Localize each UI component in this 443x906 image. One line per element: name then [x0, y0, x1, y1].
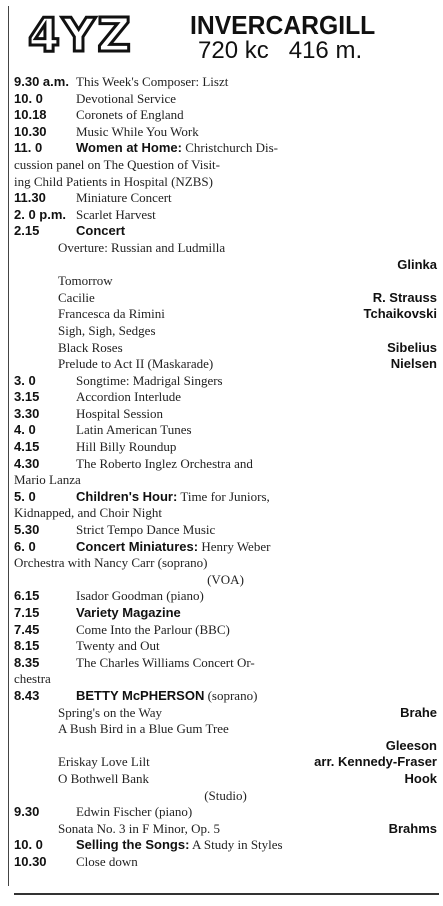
programme-line [14, 522, 437, 539]
programme-time: 3.30 [14, 405, 40, 421]
programme-description: Devotional Service [76, 90, 176, 106]
programme-description: Coronets of England [76, 107, 184, 123]
programme-description: A Bush Bird in a Blue Gum Tree [58, 721, 229, 737]
programme-time: 10.30 [14, 123, 47, 139]
continuation-text: Orchestra with Nancy Carr (soprano) [14, 555, 208, 571]
programme-description: Isador Goodman (piano) [76, 588, 204, 604]
credit-note: (Studio) [204, 787, 247, 803]
programme-line [14, 671, 437, 688]
programme-line [14, 273, 437, 290]
programme-description: Close down [76, 853, 138, 869]
programme-description: Music While You Work [76, 123, 199, 139]
programme-time: 10. 0 [14, 90, 43, 106]
programme-title [76, 655, 437, 671]
programme-line [14, 489, 437, 506]
programme-line [14, 157, 437, 174]
composer-name: Sibelius [387, 339, 437, 355]
programme-title [58, 240, 437, 256]
programme-time: 4. 0 [14, 422, 36, 438]
programme-line [14, 456, 437, 473]
composer-name: Tchaikovski [363, 306, 437, 322]
programme-title [58, 323, 437, 339]
continuation-text: chestra [14, 671, 51, 687]
programme-description: Hospital Session [76, 405, 164, 421]
station-city: INVERCARGILL [190, 10, 376, 40]
composer-name: Glinka [397, 256, 437, 272]
programme-time: 2.15 [14, 223, 40, 239]
programme-line [14, 655, 437, 672]
programme-title [76, 854, 437, 870]
programme-line [14, 821, 437, 838]
programme-description: A Study in Styles [189, 837, 283, 853]
programme-line [14, 107, 437, 124]
programme-line [14, 605, 437, 622]
programme-title [76, 74, 437, 90]
programme-title [76, 422, 437, 438]
programme-line [14, 422, 437, 439]
programme-description: Christchurch Dis- [181, 140, 278, 156]
programme-description: O Bothwell Bank [58, 770, 149, 786]
programme-time: 3.15 [14, 389, 40, 405]
programme-title [76, 522, 437, 538]
programme-title [58, 771, 437, 787]
programme-time: 7.45 [14, 621, 40, 637]
programme-line [14, 721, 437, 738]
programme-line [14, 389, 437, 406]
continuation-text: Kidnapped, and Choir Night [14, 505, 163, 521]
programme-title [58, 721, 437, 737]
programme-description: The Roberto Inglez Orchestra and [76, 455, 253, 471]
programme-description: Tomorrow [58, 273, 113, 289]
programme-line [14, 174, 437, 191]
programme-description: Latin American Tunes [76, 422, 192, 438]
programme-description: Time for Juniors, [177, 488, 270, 504]
composer-name: Brahms [388, 820, 437, 836]
programme-heading: Women at Home: [76, 140, 182, 156]
programme-line [14, 323, 437, 340]
programme-line [14, 854, 437, 871]
programme-line [14, 788, 437, 805]
programme-time: 8.15 [14, 638, 40, 654]
programme-description: Prelude to Act II (Maskarade) [58, 356, 214, 372]
programme-title [76, 190, 437, 206]
programme-time: 6. 0 [14, 538, 36, 554]
programme-title [76, 207, 437, 223]
programme-time: 9.30 a.m. [14, 74, 69, 89]
programme-line [14, 738, 437, 755]
programme-line [14, 223, 437, 240]
station-frequency [198, 38, 362, 64]
programme-line [14, 124, 437, 141]
programme-line [14, 257, 437, 274]
programme-time: 10.30 [14, 853, 47, 869]
programme-line [14, 771, 437, 788]
programme-time: 7.15 [14, 605, 40, 620]
programme-heading: Concert Miniatures: [76, 538, 199, 554]
programme-description: Eriskay Love Lilt [58, 754, 150, 770]
programme-line [14, 754, 437, 771]
composer-name: Gleeson [385, 737, 437, 753]
programme-line [14, 555, 437, 572]
programme-line [14, 688, 437, 705]
programme-description: Twenty and Out [76, 638, 160, 654]
programme-time: 11.30 [14, 190, 46, 206]
programme-time: 3. 0 [14, 372, 36, 388]
programme-title [58, 821, 437, 837]
programme-title [76, 588, 437, 604]
programme-description: Miniature Concert [76, 190, 172, 206]
programme-title [58, 705, 437, 721]
programme-line [14, 306, 437, 323]
programme-line [14, 705, 437, 722]
programme-title [76, 489, 437, 505]
programme-title [76, 140, 437, 156]
continuation-text: Mario Lanza [14, 472, 81, 488]
programme-line [14, 539, 437, 556]
programme-description: Henry Weber [198, 538, 271, 554]
programme-title [58, 340, 437, 356]
programme-description: Accordion Interlude [76, 389, 182, 405]
programme-title [76, 107, 437, 123]
programme-time: 4.15 [14, 439, 40, 455]
programme-title [76, 605, 437, 621]
programme-description: Spring's on the Way [58, 704, 162, 720]
programme-title [76, 373, 437, 389]
programme-description: This Week's Composer: Liszt [76, 74, 229, 89]
programme-title [76, 389, 437, 405]
composer-name: R. Strauss [372, 289, 437, 305]
programme-description: Sonata No. 3 in F Minor, Op. 5 [58, 820, 220, 836]
programme-description: Strict Tempo Dance Music [76, 522, 216, 538]
programme-title [76, 804, 437, 820]
programme-title [76, 837, 437, 853]
programme-title [76, 638, 437, 654]
programme-description: Cacilie [58, 289, 95, 305]
programme-description: Songtime: Madrigal Singers [76, 372, 223, 388]
programme-line [14, 91, 437, 108]
programme-line [14, 240, 437, 257]
programme-description: Sigh, Sigh, Sedges [58, 322, 156, 338]
programme-line [14, 638, 437, 655]
continuation-text: ing Child Patients in Hospital (NZBS) [14, 173, 213, 189]
programme-description: The Charles Williams Concert Or- [76, 654, 255, 670]
composer-name: arr. Kennedy-Fraser [314, 754, 437, 770]
programme-line [14, 190, 437, 207]
programme-line [14, 290, 437, 307]
programme-time: 8.43 [14, 687, 40, 703]
composer-name: Hook [404, 770, 437, 786]
programme-time: 6.15 [14, 588, 40, 604]
programme-line [14, 356, 437, 373]
programme-line [14, 505, 437, 522]
programme-description: Scarlet Harvest [76, 206, 156, 222]
continuation-text: cussion panel on The Question of Visit- [14, 156, 220, 172]
programme-line [14, 804, 437, 821]
programme-line [14, 588, 437, 605]
bottom-border-rule [14, 893, 439, 895]
programme-description: Black Roses [58, 339, 123, 355]
programme-description: Francesca da Rimini [58, 306, 165, 322]
programme-line [14, 373, 437, 390]
programme-line [14, 572, 437, 589]
programme-line [14, 837, 437, 854]
programme-title [76, 688, 437, 704]
programme-title [76, 406, 437, 422]
programme-description: Edwin Fischer (piano) [76, 804, 193, 820]
programme-time: 4.30 [14, 455, 40, 471]
programme-time: 5.30 [14, 522, 40, 538]
programme-description: Hill Billy Roundup [76, 439, 177, 455]
programme-line [14, 406, 437, 423]
programme-title [76, 622, 437, 638]
programme-title [58, 356, 437, 372]
programme-line [14, 439, 437, 456]
programme-title [76, 91, 437, 107]
programme-title [76, 124, 437, 140]
programme-line [14, 472, 437, 489]
programme-heading: BETTY McPHERSON [76, 687, 205, 703]
programme-time: 10. 0 [14, 837, 43, 853]
programme-title [76, 539, 437, 555]
programme-title [76, 456, 437, 472]
programme-heading: Selling the Songs: [76, 837, 190, 853]
programme-time: 11. 0 [14, 140, 43, 156]
programme-time: 5. 0 [14, 488, 36, 504]
programme-line [14, 207, 437, 224]
programme-title [76, 439, 437, 455]
programme-line [14, 74, 437, 91]
programme-line [14, 140, 437, 157]
programme-line [14, 622, 437, 639]
wavelength-value: 416 m. [288, 37, 363, 64]
frequency-value: 720 kc [198, 37, 269, 64]
programme-heading: Children's Hour: [76, 488, 178, 504]
composer-name: Brahe [400, 704, 437, 720]
programme-heading: Concert [76, 223, 126, 239]
programme-time: 2. 0 p.m. [14, 206, 67, 222]
composer-name: Nielsen [390, 356, 437, 372]
programme-title [58, 273, 437, 289]
programme-line [14, 340, 437, 357]
programme-description: Come Into the Parlour (BBC) [76, 621, 230, 637]
programme-list [14, 74, 437, 871]
credit-note: (VOA) [207, 571, 244, 587]
programme-title [76, 223, 437, 239]
programme-time: 9.30 [14, 804, 40, 820]
programme-time: 8.35 [14, 654, 40, 670]
programme-time: 10.18 [14, 107, 47, 123]
programme-description: (soprano) [204, 687, 258, 703]
programme-heading: Variety Magazine [76, 605, 181, 620]
station-logo: 4YZ [28, 8, 133, 62]
programme-description: Overture: Russian and Ludmilla [58, 239, 226, 255]
left-border-rule [8, 6, 9, 886]
